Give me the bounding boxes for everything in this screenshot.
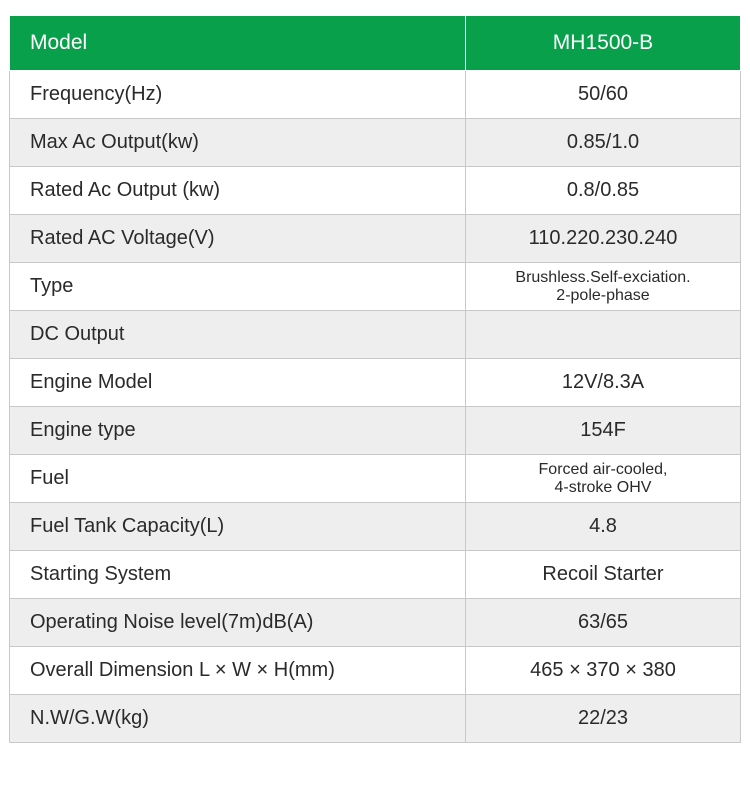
row-label: Frequency(Hz) <box>10 71 466 119</box>
row-engine-type <box>10 407 741 455</box>
row-max-ac-output <box>10 119 741 167</box>
row-label: Rated AC Voltage(V) <box>10 215 466 263</box>
row-operating-noise <box>10 599 741 647</box>
row-label: Max Ac Output(kw) <box>10 119 466 167</box>
row-type <box>10 263 741 311</box>
row-value: 0.85/1.0 <box>466 119 741 167</box>
header-label: Model <box>10 16 466 71</box>
value-line: 2-pole-phase <box>556 286 650 304</box>
row-label: Overall Dimension L × W × H(mm) <box>10 647 466 695</box>
header-model: MH1500-B <box>466 16 741 71</box>
row-rated-ac-voltage <box>10 215 741 263</box>
header-row <box>10 16 741 71</box>
row-rated-ac-output <box>10 167 741 215</box>
spec-table <box>9 15 741 743</box>
row-engine-model <box>10 359 741 407</box>
row-dc-output <box>10 311 741 359</box>
row-value <box>466 263 741 311</box>
row-weight <box>10 695 741 743</box>
row-value: 110.220.230.240 <box>466 215 741 263</box>
value-line: Forced air-cooled, <box>538 460 668 478</box>
row-value: 12V/8.3A <box>466 359 741 407</box>
row-overall-dimension <box>10 647 741 695</box>
row-value: 50/60 <box>466 71 741 119</box>
row-frequency <box>10 71 741 119</box>
value-line: Brushless.Self-exciation. <box>515 268 691 286</box>
row-label: Rated Ac Output (kw) <box>10 167 466 215</box>
row-label: Engine Model <box>10 359 466 407</box>
row-fuel-tank-capacity <box>10 503 741 551</box>
row-value: 22/23 <box>466 695 741 743</box>
row-fuel <box>10 455 741 503</box>
row-starting-system <box>10 551 741 599</box>
value-line: 4-stroke OHV <box>554 478 652 496</box>
row-value: 4.8 <box>466 503 741 551</box>
row-value <box>466 311 741 359</box>
row-label: Type <box>10 263 466 311</box>
row-label: Fuel <box>10 455 466 503</box>
row-label: Engine type <box>10 407 466 455</box>
row-label: Operating Noise level(7m)dB(A) <box>10 599 466 647</box>
row-value: Recoil Starter <box>466 551 741 599</box>
row-label: N.W/G.W(kg) <box>10 695 466 743</box>
row-label: Fuel Tank Capacity(L) <box>10 503 466 551</box>
row-label: DC Output <box>10 311 466 359</box>
row-value: 0.8/0.85 <box>466 167 741 215</box>
row-value: 465 × 370 × 380 <box>466 647 741 695</box>
row-value: 63/65 <box>466 599 741 647</box>
row-label: Starting System <box>10 551 466 599</box>
row-value <box>466 455 741 503</box>
row-value: 154F <box>466 407 741 455</box>
